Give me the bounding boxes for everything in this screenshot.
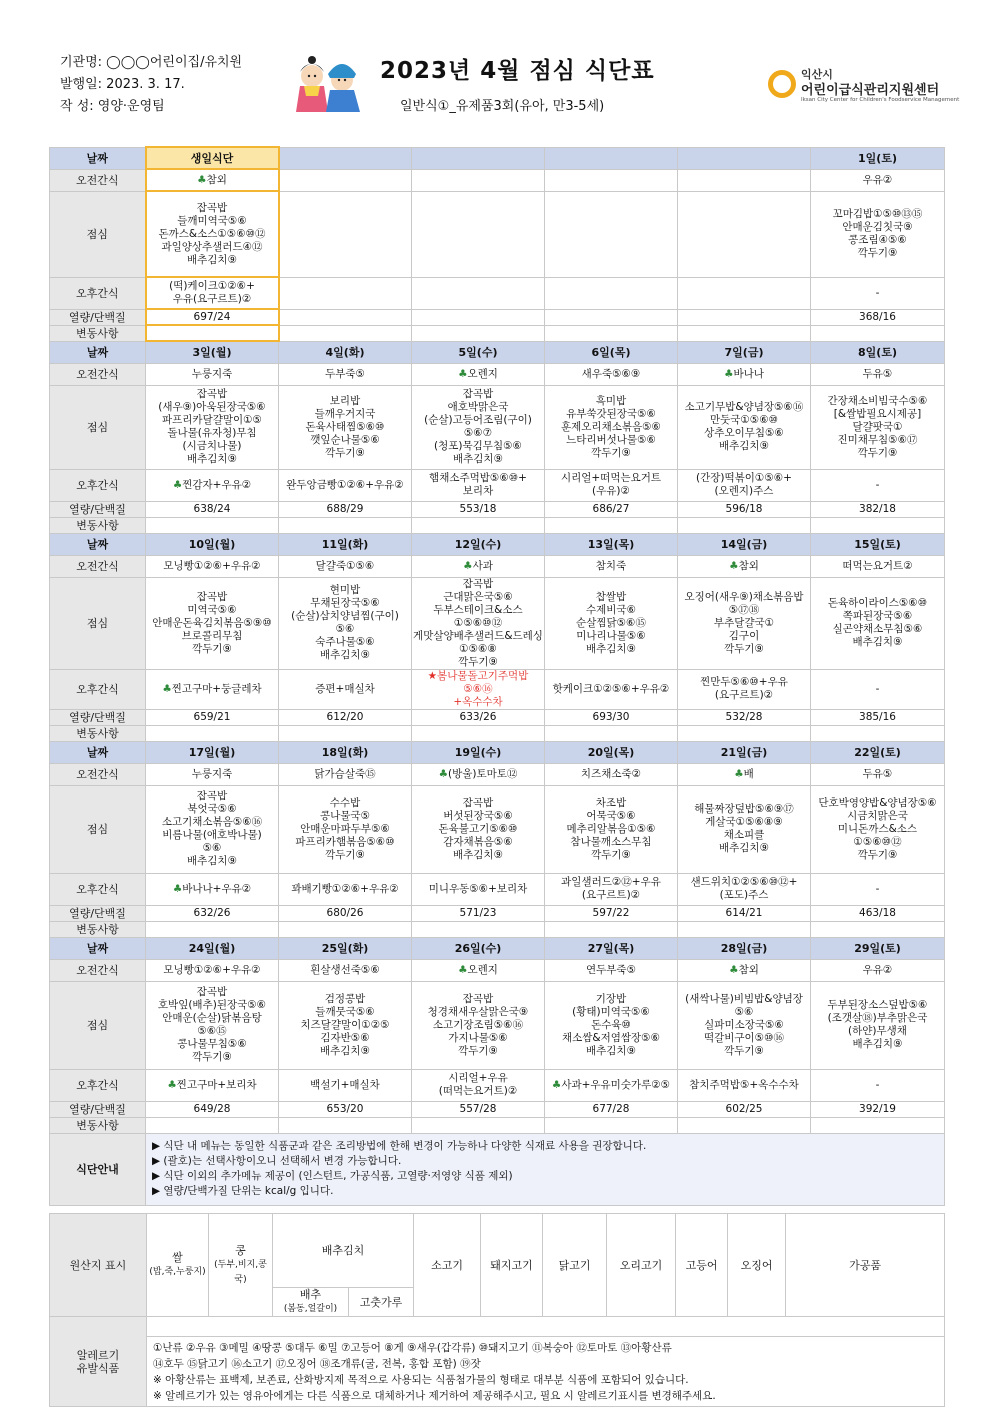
- row-label-am-snack: 오전간식: [50, 959, 146, 981]
- origin-cabbage: 배추 (봄동,얼갈이): [273, 1288, 349, 1317]
- menu-cell-energy: 680/26: [279, 905, 412, 921]
- menu-cell-date: 3일(월): [146, 341, 279, 363]
- menu-cell-lunch: 잡곡밥 애호박맑은국 (순살)고등어조림(구이) ⑤⑥⑦ (청포)묵김무침⑤⑥ 배추김치⑨: [412, 385, 545, 469]
- menu-cell-lunch: 기장밥 (황태)미역국⑤⑥ 돈수육⑩ 채소쌈&저염쌈장⑤⑥ 배추김치⑨: [545, 981, 678, 1069]
- menu-cell-pm: [678, 277, 811, 309]
- menu-cell-energy: [678, 309, 811, 325]
- clover-icon: ♣: [724, 367, 734, 380]
- menu-cell-pm: -: [811, 873, 945, 905]
- row-label-pm-snack: 오후간식: [50, 669, 146, 709]
- menu-cell-am: ♣배: [678, 763, 811, 785]
- menu-cell-date: 17일(월): [146, 741, 279, 763]
- change-note-cell: [545, 725, 678, 741]
- menu-cell-energy: 463/18: [811, 905, 945, 921]
- menu-cell-lunch: 잡곡밥 북엇국⑤⑥ 소고기채소볶음⑤⑥⑯ 비름나물(애호박나물) ⑤⑥ 배추김치⑨: [146, 785, 279, 873]
- menu-cell-am: 두유⑤: [811, 763, 945, 785]
- origin-chicken: 닭고기: [543, 1214, 607, 1317]
- menu-cell-am: 연두부죽⑤: [545, 959, 678, 981]
- change-note-cell: [412, 921, 545, 937]
- menu-cell-date: 15일(토): [811, 533, 945, 555]
- change-note-cell: [279, 325, 412, 341]
- change-note-cell: [412, 325, 545, 341]
- menu-cell-date: 20일(목): [545, 741, 678, 763]
- menu-cell-pm: ♣찐고구마+보리차: [146, 1069, 279, 1101]
- origin-values-row: [147, 1317, 945, 1337]
- menu-cell-pm: 시리얼+떠먹는요거트 (우유)②: [545, 469, 678, 501]
- origin-bean: 콩 (두부,비지,콩국): [209, 1214, 273, 1317]
- menu-cell-lunch: 검정콩밥 들깨뭇국⑤⑥ 치즈달걀말이①②⑤ 김자반⑤⑥ 배추김치⑨: [279, 981, 412, 1069]
- menu-cell-energy: 614/21: [678, 905, 811, 921]
- clover-icon: ♣: [729, 559, 739, 572]
- menu-cell-pm: -: [811, 277, 945, 309]
- center-logo-icon: [768, 70, 796, 98]
- menu-cell-date: 1일(토): [811, 147, 945, 169]
- clover-icon: ♣: [458, 963, 468, 976]
- header-info: [60, 52, 242, 118]
- menu-cell-am: 누룽지죽: [146, 763, 279, 785]
- menu-cell-am: ♣바나나: [678, 363, 811, 385]
- change-note-cell: [811, 1117, 945, 1133]
- menu-table: [49, 146, 945, 1206]
- row-label-pm-snack: 오후간식: [50, 873, 146, 905]
- menu-cell-date: [412, 147, 545, 169]
- menu-cell-energy: 597/22: [545, 905, 678, 921]
- menu-cell-pm: -: [811, 669, 945, 709]
- menu-cell-pm: -: [811, 469, 945, 501]
- menu-cell-pm: 미니우동⑤⑥+보리차: [412, 873, 545, 905]
- menu-cell-date: 7일(금): [678, 341, 811, 363]
- menu-cell-pm: 참치주먹밥⑤+옥수수차: [678, 1069, 811, 1101]
- clover-icon: ♣: [172, 882, 183, 895]
- menu-cell-lunch: [279, 191, 412, 277]
- menu-cell-pm: 과일샐러드②⑫+우유 (요구르트)②: [545, 873, 678, 905]
- page-subtitle: 일반식①_유제품3회(유아, 만3-5세): [400, 99, 605, 114]
- origin-beef: 소고기: [414, 1214, 481, 1317]
- menu-cell-date: 19일(수): [412, 741, 545, 763]
- row-label-lunch: 점심: [50, 577, 146, 669]
- menu-cell-lunch: 해물짜장덮밥⑤⑥⑨⑰ 게살국①⑤⑥⑧⑨ 채소피클 배추김치⑨: [678, 785, 811, 873]
- clover-icon: ♣: [734, 767, 744, 780]
- menu-cell-pm: ★봄나물돌고기주먹밥⑤⑥⑯ +옥수수차: [412, 669, 545, 709]
- menu-cell-am: 누룽지죽: [146, 363, 279, 385]
- change-note-cell: [146, 725, 279, 741]
- menu-cell-lunch: 잡곡밥 호박잎(배추)된장국⑤⑥ 안매운(순살)닭볶음탕 ⑤⑥⑮ 콩나물무침⑤⑥ 깍두기⑨: [146, 981, 279, 1069]
- menu-cell-date: 21일(금): [678, 741, 811, 763]
- allergy-line: ①난류 ②우유 ③메밀 ④땅콩 ⑤대두 ⑥밀 ⑦고등어 ⑧게 ⑨새우(갑각류) ⑩돼지고기 ⑪복숭아 ⑫토마토 ⑬아황산류: [153, 1341, 672, 1354]
- row-label-lunch: 점심: [50, 385, 146, 469]
- guide-notes: [146, 1133, 945, 1205]
- row-label-energy: 열량/단백질: [50, 709, 146, 725]
- change-note-cell: [545, 325, 678, 341]
- menu-cell-energy: 382/18: [811, 501, 945, 517]
- menu-cell-date: 12일(수): [412, 533, 545, 555]
- menu-cell-energy: 649/28: [146, 1101, 279, 1117]
- clover-icon: ♣: [463, 559, 473, 572]
- change-note-cell: [678, 921, 811, 937]
- menu-cell-date: 6일(목): [545, 341, 678, 363]
- menu-cell-date: 8일(토): [811, 341, 945, 363]
- row-label-date: 날짜: [50, 533, 146, 555]
- row-label-lunch: 점심: [50, 191, 146, 277]
- menu-cell-pm: [412, 277, 545, 309]
- clover-icon: ♣: [458, 367, 468, 380]
- author-line: 작 성: 영양·운영팀: [60, 99, 165, 114]
- menu-cell-am: ♣참외: [678, 555, 811, 577]
- menu-cell-pm: ♣바나나+우유②: [146, 873, 279, 905]
- change-note-cell: [678, 725, 811, 741]
- menu-cell-lunch: 돈육하이라이스⑤⑥⑩ 쪽파된장국⑤⑥ 실곤약채소무침⑤⑥ 배추김치⑨: [811, 577, 945, 669]
- change-note-cell: [279, 1117, 412, 1133]
- mascot-illustration: [290, 54, 364, 112]
- row-label-energy: 열량/단백질: [50, 905, 146, 921]
- menu-cell-date: 10일(월): [146, 533, 279, 555]
- clover-icon: ♣: [172, 478, 183, 491]
- change-note-cell: [811, 921, 945, 937]
- clover-icon: ♣: [162, 682, 172, 695]
- menu-cell-date: 29일(토): [811, 937, 945, 959]
- change-note-cell: [146, 1117, 279, 1133]
- row-label-am-snack: 오전간식: [50, 763, 146, 785]
- menu-cell-date: 25일(화): [279, 937, 412, 959]
- menu-cell-energy: 659/21: [146, 709, 279, 725]
- change-note-cell: [678, 1117, 811, 1133]
- change-note-cell: [279, 921, 412, 937]
- menu-cell-lunch: [678, 191, 811, 277]
- change-note-cell: [678, 325, 811, 341]
- row-label-date: 날짜: [50, 147, 146, 169]
- page-title: 2023년 4월 점심 식단표: [380, 58, 655, 84]
- allergy-label: 알레르기 유발식품: [50, 1317, 147, 1407]
- origin-mackerel: 고등어: [676, 1214, 728, 1317]
- menu-cell-energy: [412, 309, 545, 325]
- menu-cell-energy: 385/16: [811, 709, 945, 725]
- menu-cell-am: 참치죽: [545, 555, 678, 577]
- menu-cell-lunch: 차조밥 어묵국⑤⑥ 메추리알볶음①⑤⑥ 참나물깨소스무침 깍두기⑨: [545, 785, 678, 873]
- menu-cell-date: 22일(토): [811, 741, 945, 763]
- change-note-cell: [146, 517, 279, 533]
- allergy-line: ⑭호두 ⑮닭고기 ⑯소고기 ⑰오징어 ⑱조개류(굴, 전복, 홍합 포함) ⑲잣: [153, 1357, 481, 1370]
- clover-icon: ♣: [167, 1078, 177, 1091]
- row-label-changes: 변동사항: [50, 921, 146, 937]
- menu-cell-lunch: 오징어(새우⑨)채소볶음밥 ⑤⑰⑱ 부추달걀국① 김구이 깍두기⑨: [678, 577, 811, 669]
- menu-cell-energy: 571/23: [412, 905, 545, 921]
- row-label-lunch: 점심: [50, 981, 146, 1069]
- row-label-changes: 변동사항: [50, 1117, 146, 1133]
- menu-cell-energy: 392/19: [811, 1101, 945, 1117]
- menu-cell-am: [545, 169, 678, 191]
- menu-cell-am: 떠먹는요거트②: [811, 555, 945, 577]
- menu-cell-lunch: 잡곡밥 들깨미역국⑤⑥ 돈까스&소스①⑤⑥⑩⑫ 과일양상추샐러드④⑫ 배추김치⑨: [146, 191, 279, 277]
- row-label-energy: 열량/단백질: [50, 1101, 146, 1117]
- menu-cell-lunch: 현미밥 무채된장국⑤⑥ (순살)삼치양념찜(구이) ⑤⑥ 숙주나물⑤⑥ 배추김치⑨: [279, 577, 412, 669]
- clover-icon: ♣: [729, 963, 739, 976]
- change-note-cell: [545, 517, 678, 533]
- menu-cell-lunch: 잡곡밥 청경채새우살맑은국⑨ 소고기장조림⑤⑥⑯ 가지나물⑤⑥ 깍두기⑨: [412, 981, 545, 1069]
- center-city: 익산시: [801, 68, 833, 81]
- menu-cell-energy: 532/28: [678, 709, 811, 725]
- menu-cell-am: ♣오렌지: [412, 959, 545, 981]
- menu-cell-am: 모닝빵①②⑥+우유②: [146, 555, 279, 577]
- menu-cell-date: [279, 147, 412, 169]
- menu-cell-pm: (떡)케이크①②⑥+ 우유(요구르트)②: [146, 277, 279, 309]
- menu-cell-am: 두유⑤: [811, 363, 945, 385]
- menu-cell-pm: 샌드위치①②⑤⑥⑩⑫+ (포도)주스: [678, 873, 811, 905]
- guide-line: ▶ 식단 내 메뉴는 동일한 식품군과 같은 조리방법에 한해 변경이 가능하나 다양한 식재료 사용을 권장합니다.: [152, 1140, 647, 1152]
- menu-cell-energy: 596/18: [678, 501, 811, 517]
- menu-cell-energy: 693/30: [545, 709, 678, 725]
- change-note-cell: [811, 517, 945, 533]
- row-label-date: 날짜: [50, 937, 146, 959]
- menu-cell-pm: -: [811, 1069, 945, 1101]
- change-note-cell: [412, 517, 545, 533]
- origin-rice: 쌀 (밥,죽,누룽지): [147, 1214, 209, 1317]
- origin-chili: 고춧가루: [349, 1288, 414, 1317]
- menu-cell-am: ♣참외: [146, 169, 279, 191]
- menu-cell-am: 두부죽⑤: [279, 363, 412, 385]
- row-label-lunch: 점심: [50, 785, 146, 873]
- menu-cell-energy: 557/28: [412, 1101, 545, 1117]
- row-label-pm-snack: 오후간식: [50, 1069, 146, 1101]
- menu-cell-lunch: 소고기무밥&양념장⑤⑥⑯ 만둣국①⑤⑥⑩ 상추오이무침⑤⑥ 배추김치⑨: [678, 385, 811, 469]
- clover-icon: ♣: [197, 173, 207, 186]
- menu-cell-energy: 653/20: [279, 1101, 412, 1117]
- menu-cell-pm: ♣찐고구마+둥글레차: [146, 669, 279, 709]
- menu-cell-lunch: 보리밥 들깨우거지국 돈육사태찜⑤⑥⑩ 깻잎순나물⑤⑥ 깍두기⑨: [279, 385, 412, 469]
- menu-cell-lunch: (새싹나물)비빔밥&양념장 ⑤⑥ 실파미소장국⑤⑥ 떡갈비구이⑤⑩⑯ 깍두기⑨: [678, 981, 811, 1069]
- menu-cell-date: 24일(월): [146, 937, 279, 959]
- allergy-line: ※ 알레르기가 있는 영유아에게는 다른 식품으로 대체하거나 제거하여 제공해주시고, 필요 시 알레르기표시를 변경해주세요.: [153, 1389, 716, 1402]
- menu-cell-lunch: 두부된장소스덮밥⑤⑥ (조갯살⑱)부추맑은국 (하얀)무생채 배추김치⑨: [811, 981, 945, 1069]
- clover-icon: ♣: [551, 1078, 562, 1091]
- menu-cell-pm: 햄채소주먹밥⑤⑥⑩+ 보리차: [412, 469, 545, 501]
- menu-cell-date: 생일식단: [146, 147, 279, 169]
- menu-cell-date: 4일(화): [279, 341, 412, 363]
- menu-cell-lunch: 간장채소비빔국수⑤⑥ [&쌀밥필요시제공] 달걀팟국① 진미채무침⑤⑥⑰ 깍두기⑨: [811, 385, 945, 469]
- menu-cell-pm: 백설기+매실차: [279, 1069, 412, 1101]
- change-note-cell: [146, 921, 279, 937]
- menu-cell-am: ♣사과: [412, 555, 545, 577]
- menu-cell-pm: 시리얼+우유 (떠먹는요거트)②: [412, 1069, 545, 1101]
- row-label-date: 날짜: [50, 741, 146, 763]
- menu-cell-date: 18일(화): [279, 741, 412, 763]
- menu-cell-energy: [279, 309, 412, 325]
- origin-duck: 오리고기: [607, 1214, 676, 1317]
- menu-cell-lunch: 수수밥 콩나물국⑤ 안매운마파두부⑤⑥ 파프리카햄볶음⑤⑥⑩ 깍두기⑨: [279, 785, 412, 873]
- origin-kimchi: 배추김치: [273, 1214, 414, 1288]
- menu-cell-am: [412, 169, 545, 191]
- menu-cell-am: 치즈채소죽②: [545, 763, 678, 785]
- menu-cell-am: ♣(방울)토마토⑫: [412, 763, 545, 785]
- menu-cell-pm: 증편+매실차: [279, 669, 412, 709]
- menu-cell-energy: 688/29: [279, 501, 412, 517]
- menu-cell-pm: [279, 277, 412, 309]
- center-name-en: Iksan City Center for Children's Foodservice Management: [801, 97, 960, 103]
- menu-cell-am: ♣오렌지: [412, 363, 545, 385]
- change-note-cell: [811, 325, 945, 341]
- menu-cell-energy: 612/20: [279, 709, 412, 725]
- menu-cell-energy: 553/18: [412, 501, 545, 517]
- org-line: 기관명: ◯◯◯어린이집/유치원: [60, 55, 243, 70]
- menu-cell-lunch: 잡곡밥 미역국⑤⑥ 안매운돈육김치볶음⑤⑨⑩ 브로콜리무침 깍두기⑨: [146, 577, 279, 669]
- menu-cell-pm: 찐만두⑤⑥⑩+우유 (요구르트)②: [678, 669, 811, 709]
- row-label-am-snack: 오전간식: [50, 169, 146, 191]
- change-note-cell: [545, 1117, 678, 1133]
- menu-cell-am: 흰살생선죽⑤⑥: [279, 959, 412, 981]
- guide-line: ▶ 열량/단백가질 단위는 kcal/g 입니다.: [152, 1185, 334, 1197]
- menu-cell-energy: 697/24: [146, 309, 279, 325]
- menu-cell-am: 닭가슴살죽⑮: [279, 763, 412, 785]
- menu-cell-date: 5일(수): [412, 341, 545, 363]
- origin-pork: 돼지고기: [481, 1214, 543, 1317]
- origin-label: 원산지 표시: [50, 1214, 147, 1317]
- menu-cell-date: 28일(금): [678, 937, 811, 959]
- row-label-energy: 열량/단백질: [50, 309, 146, 325]
- menu-cell-lunch: 잡곡밥 (새우⑨)아욱된장국⑤⑥ 파프리카달걀말이①⑤ 돌나물(유자청)무침 (시금치나물) 배추김치⑨: [146, 385, 279, 469]
- menu-cell-pm: ♣사과+우유미숫가루②⑤: [545, 1069, 678, 1101]
- change-note-cell: [279, 517, 412, 533]
- center-name: 어린이급식관리지원센터: [801, 83, 940, 98]
- menu-cell-am: [678, 169, 811, 191]
- menu-cell-lunch: 잡곡밥 근대맑은국⑤⑥ 두부스테이크&소스 ①⑤⑥⑩⑫ 게맛살양배추샐러드&드레싱①⑤⑥⑧ 깍두기⑨: [413, 577, 543, 668]
- menu-cell-lunch: 단호박영양밥&양념장⑤⑥ 시금치맑은국 미니돈까스&소스 ①⑤⑥⑩⑫ 깍두기⑨: [811, 785, 945, 873]
- menu-cell-pm: 꽈배기빵①②⑥+우유②: [279, 873, 412, 905]
- menu-cell-am: 우유②: [811, 169, 945, 191]
- menu-cell-am: 모닝빵①②⑥+우유②: [146, 959, 279, 981]
- menu-cell-am: ♣참외: [678, 959, 811, 981]
- row-label-energy: 열량/단백질: [50, 501, 146, 517]
- row-label-am-snack: 오전간식: [50, 363, 146, 385]
- menu-cell-lunch: 흑미밥 유부쑥갓된장국⑤⑥ 훈제오리채소볶음⑤⑥ 느타리버섯나물⑤⑥ 깍두기⑨: [545, 385, 678, 469]
- change-note-cell: [146, 325, 279, 341]
- origin-processed: 가공품: [786, 1214, 945, 1317]
- menu-cell-lunch: 찹쌀밥 수제비국⑥ 순살찜닭⑤⑥⑮ 미나리나물⑤⑥ 배추김치⑨: [545, 577, 678, 669]
- menu-cell-energy: 638/24: [146, 501, 279, 517]
- menu-cell-pm: 완두앙금빵①②⑥+우유②: [279, 469, 412, 501]
- guide-label: 식단안내: [50, 1133, 146, 1205]
- menu-cell-lunch: 잡곡밥 버섯된장국⑤⑥ 돈육불고기⑤⑥⑩ 감자채볶음⑤⑥ 배추김치⑨: [412, 785, 545, 873]
- allergy-line: ※ 아황산류는 표백제, 보존료, 산화방지제 목적으로 사용되는 식품첨가물의 형태로 대부분 식품에 포함되어 있습니다.: [153, 1373, 689, 1386]
- menu-cell-date: [545, 147, 678, 169]
- menu-cell-pm: [545, 277, 678, 309]
- row-label-changes: 변동사항: [50, 517, 146, 533]
- menu-cell-date: [678, 147, 811, 169]
- origin-table: [49, 1213, 945, 1407]
- clover-icon: ♣: [438, 767, 448, 780]
- menu-cell-am: 달걀죽①⑤⑥: [279, 555, 412, 577]
- change-note-cell: [412, 725, 545, 741]
- menu-cell-pm: 핫케이크①②⑤⑥+우유②: [545, 669, 678, 709]
- menu-cell-pm: (간장)떡볶이①⑤⑥+ (오렌지)주스: [678, 469, 811, 501]
- menu-cell-energy: 632/26: [146, 905, 279, 921]
- menu-cell-am: 새우죽⑤⑥⑨: [545, 363, 678, 385]
- row-label-am-snack: 오전간식: [50, 555, 146, 577]
- menu-cell-date: 11일(화): [279, 533, 412, 555]
- menu-cell-energy: 368/16: [811, 309, 945, 325]
- menu-cell-lunch: 꼬마김밥①⑤⑩⑬⑮ 안매운김칫국⑨ 콩조림④⑤⑥ 깍두기⑨: [811, 191, 945, 277]
- menu-cell-energy: 677/28: [545, 1101, 678, 1117]
- menu-cell-lunch: [545, 191, 678, 277]
- issue-date: 발행일: 2023. 3. 17.: [60, 77, 185, 92]
- guide-line: ▶ (괄호)는 선택사항이오니 선택해서 변경 가능합니다.: [152, 1155, 402, 1167]
- menu-cell-date: 14일(금): [678, 533, 811, 555]
- menu-cell-energy: 686/27: [545, 501, 678, 517]
- menu-cell-pm: ♣찐감자+우유②: [146, 469, 279, 501]
- row-label-pm-snack: 오후간식: [50, 277, 146, 309]
- menu-cell-lunch: [412, 191, 545, 277]
- row-label-changes: 변동사항: [50, 325, 146, 341]
- row-label-pm-snack: 오후간식: [50, 469, 146, 501]
- menu-cell-energy: 602/25: [678, 1101, 811, 1117]
- row-label-changes: 변동사항: [50, 725, 146, 741]
- menu-cell-date: 13일(목): [545, 533, 678, 555]
- change-note-cell: [811, 725, 945, 741]
- menu-cell-am: [279, 169, 412, 191]
- menu-cell-energy: [545, 309, 678, 325]
- menu-cell-energy: 633/26: [412, 709, 545, 725]
- row-label-date: 날짜: [50, 341, 146, 363]
- guide-line: ▶ 식단 이외의 추가메뉴 제공이 (인스턴트, 가공식품, 고열량·저영양 식품 제외): [152, 1170, 513, 1182]
- origin-squid: 오징어: [728, 1214, 786, 1317]
- change-note-cell: [545, 921, 678, 937]
- change-note-cell: [279, 725, 412, 741]
- menu-cell-date: 26일(수): [412, 937, 545, 959]
- menu-cell-am: 우유②: [811, 959, 945, 981]
- change-note-cell: [678, 517, 811, 533]
- change-note-cell: [412, 1117, 545, 1133]
- menu-cell-date: 27일(목): [545, 937, 678, 959]
- allergy-list: [147, 1337, 945, 1407]
